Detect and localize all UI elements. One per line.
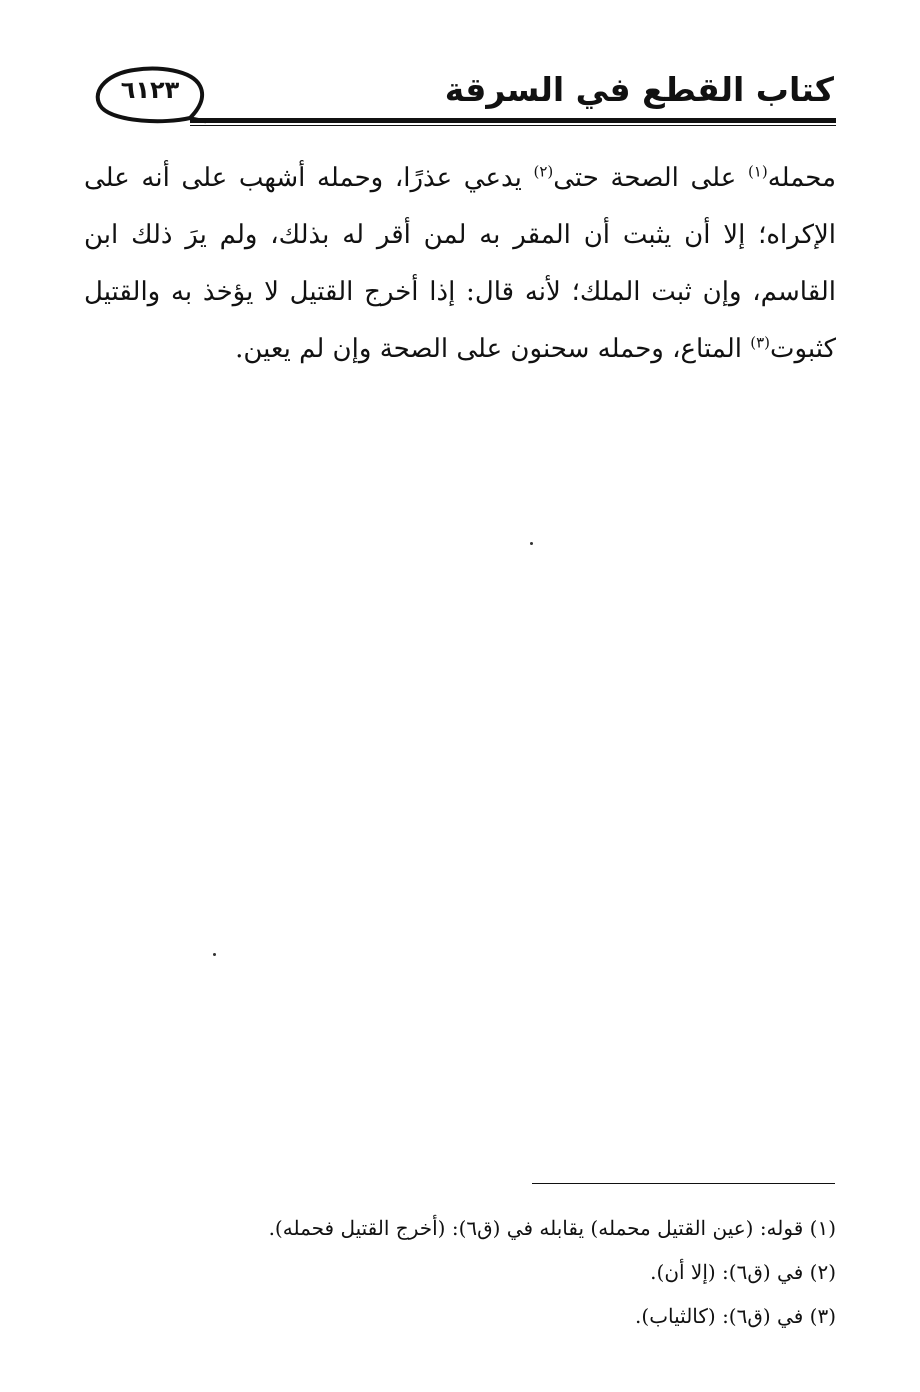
header-rule-thin	[190, 125, 836, 126]
text-run: المتاع، وحمله سحنون على الصحة وإن لم يعين.	[235, 334, 751, 364]
book-title: كتاب القطع في السرقة	[444, 70, 834, 109]
text-run: على الصحة حتى	[553, 163, 748, 193]
scan-speck	[213, 953, 216, 956]
footnote-reference: (١)	[747, 162, 768, 181]
footnote: (٣) في (ق٦): (كالثياب).	[635, 1304, 836, 1328]
running-header	[0, 0, 920, 130]
text-run: محمله	[767, 163, 837, 193]
page-number-badge	[94, 64, 206, 124]
footnote: (٢) في (ق٦): (إلا أن).	[650, 1260, 836, 1284]
footnote-separator	[532, 1183, 835, 1184]
text-run: يدعي عذرًا، وحمله أشهب على أنه على الإكراه؛ إلا أن يثبت أن المقر به لمن أقر له بذلك، ولم يرَ ذلك ابن القاسم، وإن ثبت الملك؛ لأنه قال: إذا أخرج القتيل لا يؤخذ به والقتيل كثبوت	[84, 163, 836, 364]
footnotes	[84, 1206, 836, 1338]
scan-speck	[530, 542, 533, 545]
footnote: (١) قوله: (عين القتيل محمله) يقابله في (ق٦): (أخرج القتيل فحمله).	[268, 1216, 836, 1240]
footnote-reference: (٣)	[750, 333, 771, 352]
header-rule	[190, 118, 836, 123]
footnote-reference: (٢)	[533, 162, 554, 181]
page-number: ٦١٢٣	[120, 76, 180, 104]
main-text	[84, 150, 836, 378]
